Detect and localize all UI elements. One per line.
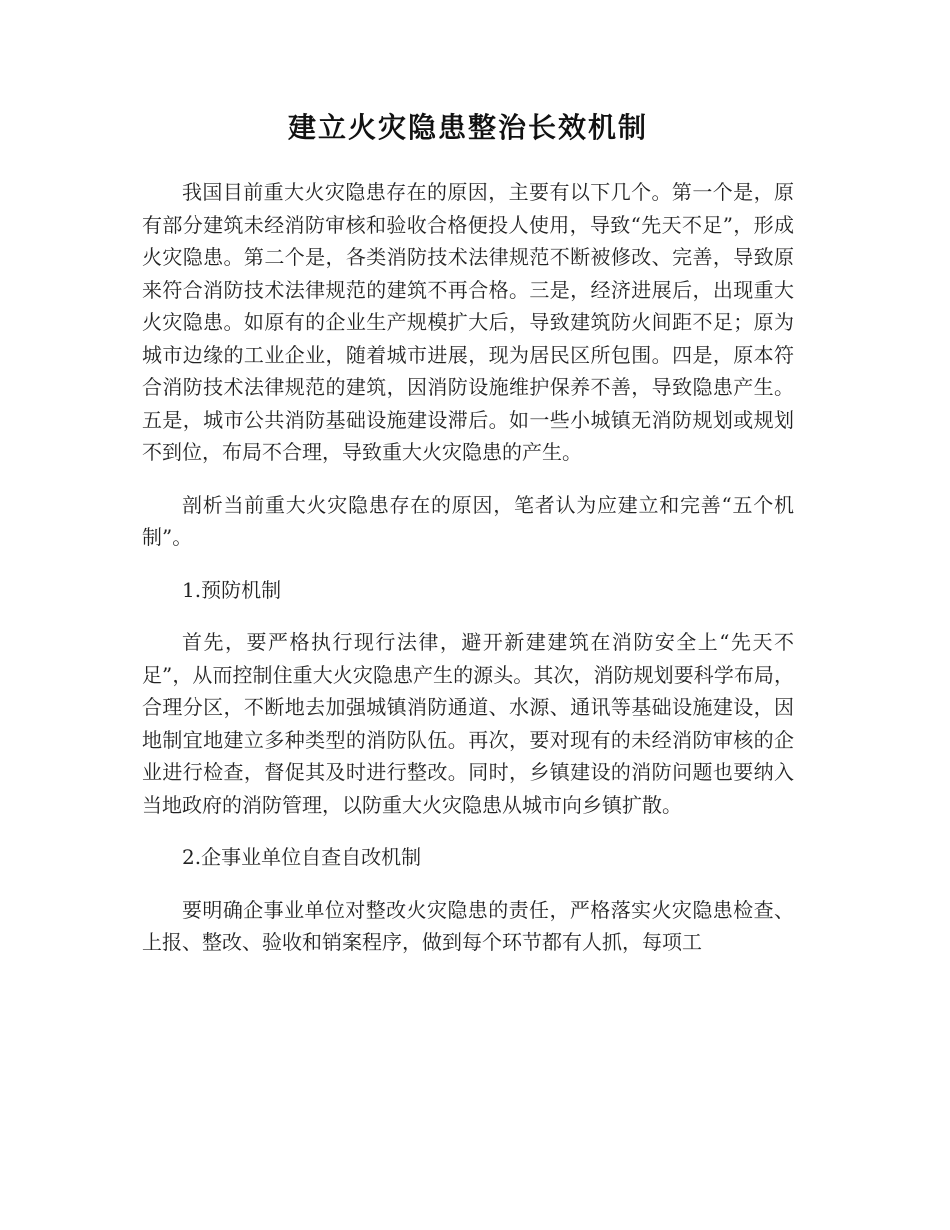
intro-paragraph: 我国目前重大火灾隐患存在的原因，主要有以下几个。第一个是，原有部分建筑未经消防审核和验收合格便投人使用，导致“先天不足”，形成火灾隐患。第二个是，各类消防技术法律规范不断被修改、完善，导致原来符合消防技术法律规范的建筑不再合格。三是，经济进展后，出现重大火灾隐患。如原有的企业生产规模扩大后，导致建筑防火间距不足；原为城市边缘的工业企业，随着城市进展，现为居民区所包围。四是，原本符合消防技术法律规范的建筑，因消防设施维护保养不善，导致隐患产生。五是，城市公共消防基础设施建设滞后。如一些小城镇无消防规划或规划不到位，布局不合理，导致重大火灾隐患的产生。 [142,180,794,464]
section-heading-self-inspection: 2.企事业单位自查自改机制 [182,845,422,869]
section-body-self-inspection: 要明确企事业单位对整改火灾隐患的责任，严格落实火灾隐患检查、上报、整改、验收和销案程序，做到每个环节都有人抓，每项工 [142,897,794,954]
section-heading-prevention: 1.预防机制 [182,577,282,602]
document-title: 建立火灾隐患整治长效机制 [287,111,648,144]
section-body-prevention: 首先，要严格执行现行法律，避开新建建筑在消防安全上“先天不足”，从而控制住重大火灾隐患产生的源头。其次，消防规划要科学布局，合理分区，不断地去加强城镇消防通道、水源、通讯等基础设施建设，因地制宜地建立多种类型的消防队伍。再次，要对现有的未经消防审核的企业进行检查，督促其及时进行整改。同时，乡镇建设的消防问题也要纳入当地政府的消防管理，以防重大火灾隐患从城市向乡镇扩散。 [142,630,794,817]
document-page [142,108,794,979]
summary-paragraph: 剖析当前重大火灾隐患存在的原因，笔者认为应建立和完善“五个机制”。 [142,492,794,549]
